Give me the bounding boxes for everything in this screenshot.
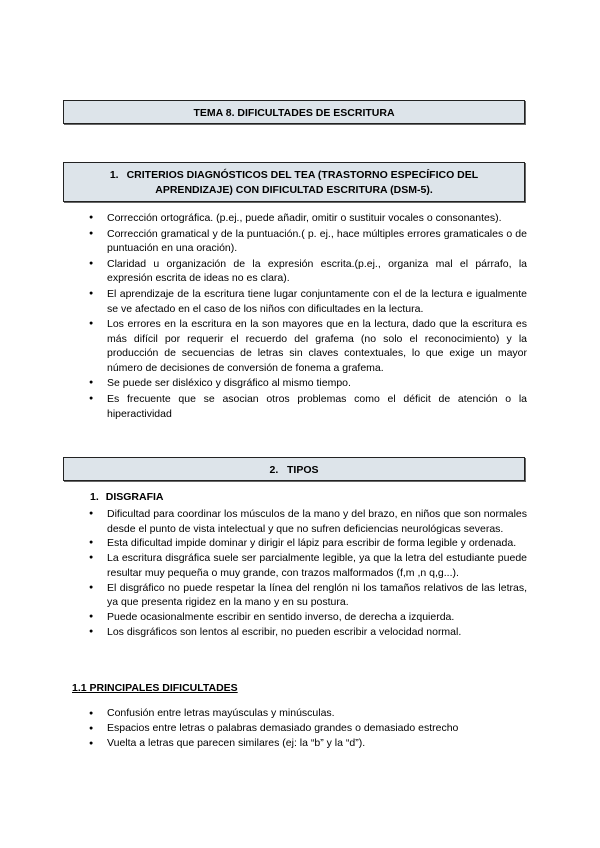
list-item: ● Los errores en la escritura en la son mayores que en la lectura, dado que la escritura es más difícil por requerir el recuerdo del grafema (no solo el reconocimiento) y la producción de secuencias de letras sin claves contextuales, lo que exige un mayor número de decisiones de conversión de fonema a grafema. <box>107 317 527 375</box>
list-item: ● Corrección ortográfica. (p.ej., puede añadir, omitir o sustituir vocales o consonantes). <box>107 211 527 226</box>
principales-dificultades-subheading: 1.1 PRINCIPALES DIFICULTADES <box>72 682 238 694</box>
criteria-list <box>107 211 527 422</box>
disgrafia-number: 1. <box>90 491 99 503</box>
list-item: ● Puede ocasionalmente escribir en sentido inverso, de derecha a izquierda. <box>107 610 527 625</box>
section-1-heading-text: CRITERIOS DIAGNÓSTICOS DEL TEA (TRASTORNO ESPECÍFICO DEL <box>126 169 479 181</box>
list-item: ● Corrección gramatical y de la puntuación.( p. ej., hace múltiples errores gramaticales o de puntuación en una oración). <box>107 227 527 256</box>
list-item: ● Confusión entre letras mayúsculas y minúsculas. <box>107 706 527 721</box>
section-2-heading-box <box>63 457 525 481</box>
list-item: ● El aprendizaje de la escritura tiene lugar conjuntamente con el de la lectura e igualmente se ve afectado en el caso de los niños con dificultades en la lectura. <box>107 287 527 316</box>
dificultades-list <box>107 706 527 751</box>
disgrafia-subheading <box>90 491 164 503</box>
list-item: ● Se puede ser disléxico y disgráfico al mismo tiempo. <box>107 376 527 391</box>
list-item: ● El disgráfico no puede respetar la línea del renglón ni los tamaños relativos de las letras, ya que presenta rigidez en la mano y en su postura. <box>107 581 527 610</box>
list-item: ● Espacios entre letras o palabras demasiado grandes o demasiado estrecho <box>107 721 527 736</box>
section-1-heading-line-2: APRENDIZAJE) CON DIFICULTAD ESCRITURA (DSM-5). <box>155 184 433 196</box>
section-1-heading-box <box>63 162 525 202</box>
section-2-heading: 2. TIPOS <box>269 464 319 476</box>
list-item: ● Claridad u organización de la expresión escrita.(p.ej., organiza mal el párrafo, la expresión escrita de ideas no es clara). <box>107 257 527 286</box>
list-item: ● Esta dificultad impide dominar y dirigir el lápiz para escribir de forma legible y ordenada. <box>107 536 527 551</box>
list-item: ● Los disgráficos son lentos al escribir, no pueden escribir a velocidad normal. <box>107 625 527 640</box>
list-item: ● Vuelta a letras que parecen similares (ej: la “b” y la “d”). <box>107 736 527 751</box>
section-1-heading-line-1 <box>104 168 484 183</box>
document-title-box <box>63 100 525 124</box>
list-item: ● La escritura disgráfica suele ser parcialmente legible, ya que la letra del estudiante puede resultar muy pequeña o muy grande, con trazos malformados (f,m ,n q,g...). <box>107 551 527 580</box>
list-item: ● Dificultad para coordinar los músculos de la mano y del brazo, en niños que son normales desde el punto de vista intelectual y que no sufren deficiencias neurológicas severas. <box>107 507 527 536</box>
section-1-number: 1. <box>109 169 119 181</box>
disgrafia-list <box>107 507 527 640</box>
list-item: ● Es frecuente que se asocian otros problemas como el déficit de atención o la hiperactividad <box>107 392 527 421</box>
document-title: TEMA 8. DIFICULTADES DE ESCRITURA <box>193 107 395 119</box>
disgrafia-label: DISGRAFIA <box>105 491 164 503</box>
